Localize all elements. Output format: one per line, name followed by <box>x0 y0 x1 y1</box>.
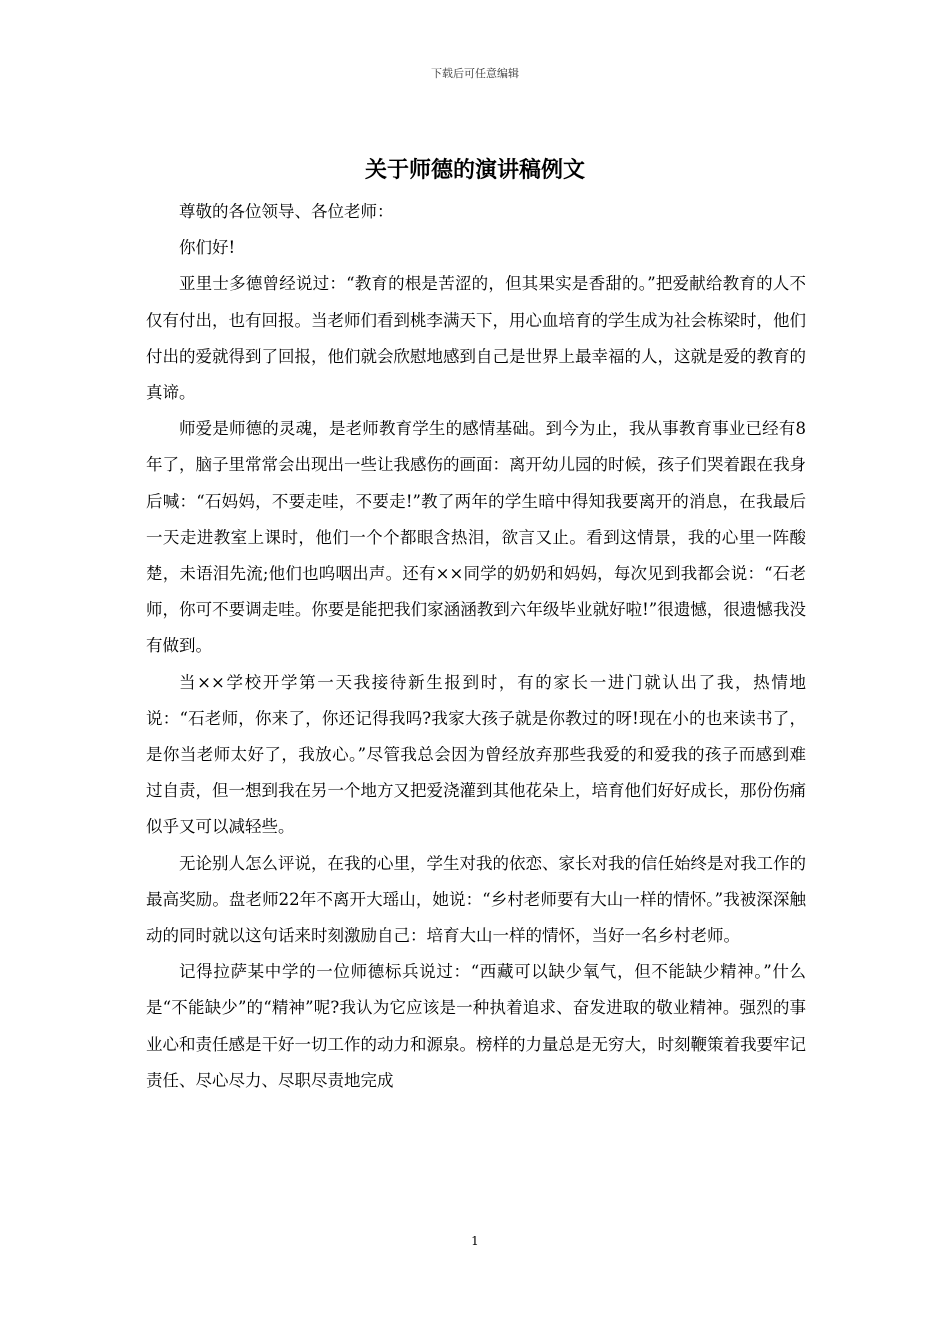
page-number: 1 <box>471 1234 479 1248</box>
paragraph: 亚里士多德曾经说过：“教育的根是苦涩的，但其果实是香甜的。”把爱献给教育的人不仅有付出，也有回报。当老师们看到桃李满天下，用心血培育的学生成为社会栋梁时，他们付出的爱就得到了回报，他们就会欣慰地感到自己是世界上最幸福的人，这就是爱的教育的真谛。 <box>146 274 806 403</box>
paragraph: 记得拉萨某中学的一位师德标兵说过：“西藏可以缺少氧气，但不能缺少精神。”什么是“不能缺少”的“精神”呢?我认为它应该是一种执着追求、奋发进取的敬业精神。强烈的事业心和责任感是干好一切工作的动力和源泉。榜样的力量总是无穷大，时刻鞭策着我要牢记责任、尽心尽力、尽职尽责地完成 <box>146 962 806 1090</box>
document-body <box>146 194 806 1099</box>
paragraph: 无论别人怎么评说，在我的心里，学生对我的依恋、家长对我的信任始终是对我工作的最高奖励。盘老师22年不离开大瑶山，她说：“乡村老师要有大山一样的情怀。”我被深深触动的同时就以这句话来时刻激励自己：培育大山一样的情怀，当好一名乡村老师。 <box>146 853 806 946</box>
paragraph-greeting: 你们好! <box>179 238 236 258</box>
paragraph: 师爱是师德的灵魂，是老师教育学生的感情基础。到今为止，我从事教育事业已经有8年了，脑子里常常会出现出一些让我感伤的画面：离开幼儿园的时候，孩子们哭着跟在我身后喊：“石妈妈，不要走哇，不要走!”教了两年的学生暗中得知我要离开的消息，在我最后一天走进教室上课时，他们一个个都眼含热泪，欲言又止。看到这情景，我的心里一阵酸楚，未语泪先流;他们也呜咽出声。还有××同学的奶奶和妈妈，每次见到我都会说：“石老师，你可不要调走哇。你要是能把我们家涵涵教到六年级毕业就好啦!”很遗憾，很遗憾我没有做到。 <box>146 419 806 656</box>
page-header-note: 下载后可任意编辑 <box>431 67 519 80</box>
paragraph-salutation: 尊敬的各位领导、各位老师： <box>179 202 394 221</box>
paragraph: 当××学校开学第一天我接待新生报到时，有的家长一进门就认出了我，热情地说：“石老师，你来了，你还记得我吗?我家大孩子就是你教过的呀!现在小的也来读书了，是你当老师太好了，我放心。”尽管我总会因为曾经放弃那些我爱的和爱我的孩子而感到难过自责，但一想到我在另一个地方又把爱浇灌到其他花朵上，培育他们好好成长，那份伤痛似乎又可以减轻些。 <box>146 672 806 837</box>
document-title: 关于师德的演讲稿例文 <box>364 157 585 183</box>
